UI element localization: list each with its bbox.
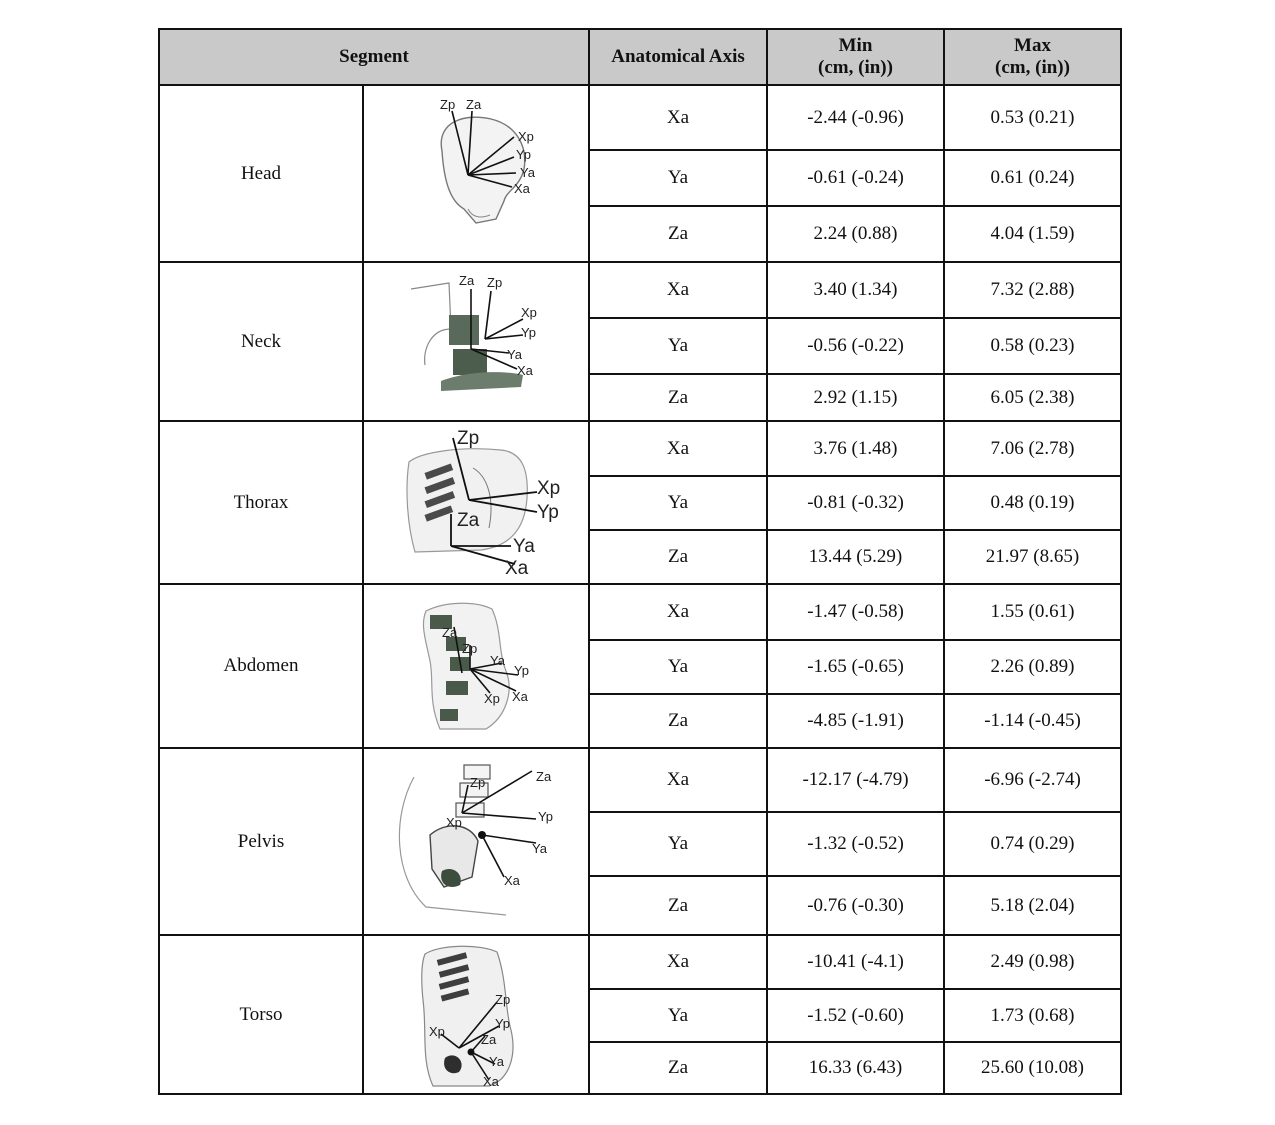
min-cell: 13.44 (5.29) [767,530,944,584]
axis-cell: Za [589,694,767,748]
axis-cell: Za [589,374,767,421]
label-ya: Ya [513,535,535,557]
label-xa: Xa [505,557,529,578]
axis-cell: Ya [589,640,767,694]
label-xp: Xp [518,129,534,144]
label-xa: Xa [512,689,528,704]
segment-name-thorax: Thorax [159,421,363,584]
max-cell: -6.96 (-2.74) [944,748,1121,812]
label-yp: Yp [521,325,536,340]
min-cell: 3.76 (1.48) [767,421,944,476]
segment-figure-abdomen [363,584,589,748]
min-cell: -0.61 (-0.24) [767,150,944,206]
max-cell: 0.61 (0.24) [944,150,1121,206]
header-min-unit: (cm, (in)) [818,57,893,78]
torso-with-axes-icon [411,940,541,1090]
axis-cell: Ya [589,989,767,1042]
min-cell: -1.52 (-0.60) [767,989,944,1042]
max-cell: 25.60 (10.08) [944,1042,1121,1094]
max-cell: 6.05 (2.38) [944,374,1121,421]
pelvis-with-axes-icon [386,757,566,927]
min-cell: -0.76 (-0.30) [767,876,944,935]
header-min [767,29,944,85]
label-zp: Zp [470,774,486,790]
label-za: Za [481,1031,497,1047]
axis-cell: Ya [589,812,767,876]
table-row [159,935,1121,989]
label-zp: Zp [440,97,456,112]
max-cell: 1.55 (0.61) [944,584,1121,640]
header-max [944,29,1121,85]
label-yp: Yp [538,808,553,824]
header-max-unit: (cm, (in)) [995,57,1070,78]
label-xa: Xa [514,181,530,196]
min-cell: -1.32 (-0.52) [767,812,944,876]
min-cell: -1.47 (-0.58) [767,584,944,640]
segment-name-head: Head [159,85,363,262]
min-cell: -12.17 (-4.79) [767,748,944,812]
axis-cell: Xa [589,584,767,640]
lumbar-spine-with-axes-icon [406,591,546,741]
table-row [159,584,1121,640]
segment-figure-neck [363,262,589,421]
segment-figure-pelvis [363,748,589,935]
axis-cell: Ya [589,476,767,530]
label-xp: Xp [484,691,500,706]
max-cell: 0.58 (0.23) [944,318,1121,374]
axis-cell: Xa [589,748,767,812]
label-za: Za [459,273,475,288]
label-yp: Yp [495,1015,510,1031]
label-xp: Xp [446,814,462,830]
min-cell: -0.56 (-0.22) [767,318,944,374]
axis-cell: Xa [589,85,767,150]
axis-cell: Za [589,530,767,584]
axis-cell: Za [589,1042,767,1094]
label-xp: Xp [521,305,537,320]
table-row [159,421,1121,476]
table-row [159,748,1121,812]
max-cell: 0.48 (0.19) [944,476,1121,530]
min-cell: -4.85 (-1.91) [767,694,944,748]
min-cell: 16.33 (6.43) [767,1042,944,1094]
min-cell: 2.24 (0.88) [767,206,944,262]
label-xa: Xa [517,363,533,378]
axis-cell: Xa [589,421,767,476]
segment-figure-thorax [363,421,589,584]
header-max-title: Max [1014,35,1051,56]
segment-name-torso: Torso [159,935,363,1094]
label-yp: Yp [516,147,531,162]
max-cell: 0.53 (0.21) [944,85,1121,150]
axis-cell: Ya [589,150,767,206]
segment-figure-head [363,85,589,262]
label-za: Za [466,97,482,112]
min-cell: -2.44 (-0.96) [767,85,944,150]
label-ya: Ya [507,347,522,362]
header-anatomical-axis: Anatomical Axis [589,29,767,85]
min-cell: 3.40 (1.34) [767,262,944,318]
label-yp: Yp [514,663,529,678]
label-za: Za [442,625,458,640]
segment-name-pelvis: Pelvis [159,748,363,935]
ribcage-with-axes-icon [391,428,561,578]
label-yp: Yp [537,501,559,523]
max-cell: 2.49 (0.98) [944,935,1121,989]
label-za: Za [536,768,552,784]
header-segment: Segment [159,29,589,85]
label-xp: Xp [429,1023,445,1039]
max-cell: 4.04 (1.59) [944,206,1121,262]
segment-figure-torso [363,935,589,1094]
table-row [159,85,1121,150]
label-xa: Xa [483,1073,499,1089]
min-cell: 2.92 (1.15) [767,374,944,421]
label-zp: Zp [487,275,503,290]
segment-range-table [158,28,1122,1095]
header-min-title: Min [838,35,873,56]
label-zp: Zp [462,641,478,656]
axis-cell: Za [589,206,767,262]
max-cell: 0.74 (0.29) [944,812,1121,876]
axis-cell: Xa [589,262,767,318]
max-cell: 2.26 (0.89) [944,640,1121,694]
max-cell: 7.06 (2.78) [944,421,1121,476]
min-cell: -1.65 (-0.65) [767,640,944,694]
cervical-spine-with-axes-icon [401,269,551,414]
max-cell: 1.73 (0.68) [944,989,1121,1042]
skull-with-axes-icon [406,91,546,256]
label-ya: Ya [489,1053,504,1069]
segment-name-neck: Neck [159,262,363,421]
header-row [159,29,1121,85]
label-ya: Ya [532,840,547,856]
max-cell: -1.14 (-0.45) [944,694,1121,748]
segment-name-abdomen: Abdomen [159,584,363,748]
max-cell: 21.97 (8.65) [944,530,1121,584]
label-ya: Ya [520,165,535,180]
axis-cell: Xa [589,935,767,989]
label-ya: Ya [490,653,505,668]
axis-cell: Ya [589,318,767,374]
axis-cell: Za [589,876,767,935]
table-row [159,262,1121,318]
label-xa: Xa [504,872,520,888]
label-zp: Zp [495,991,511,1007]
max-cell: 5.18 (2.04) [944,876,1121,935]
min-cell: -0.81 (-0.32) [767,476,944,530]
label-xp: Xp [537,477,561,499]
label-zp: Zp [457,427,480,449]
max-cell: 7.32 (2.88) [944,262,1121,318]
min-cell: -10.41 (-4.1) [767,935,944,989]
label-za: Za [457,509,480,531]
